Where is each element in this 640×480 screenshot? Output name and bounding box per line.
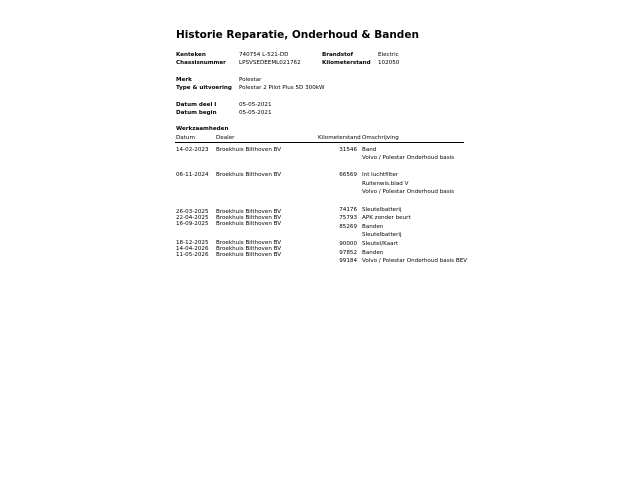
row-dealer: Broekhuis Bilthoven BV <box>216 246 282 252</box>
row-description: Volvo / Polestar Onderhoud basis <box>362 155 455 161</box>
row-date: 26-03-2025 <box>176 209 209 215</box>
row-date: 14-02-2023 <box>176 147 209 153</box>
merk-value: Polestar <box>239 77 262 83</box>
column-header-kilometerstand: Kilometerstand <box>318 135 361 141</box>
type-uitvoering-label: Type & uitvoering <box>176 85 232 91</box>
row-dealer: Broekhuis Bilthoven BV <box>216 209 282 215</box>
werkzaamheden-heading: Werkzaamheden <box>176 126 229 132</box>
row-date: 18-12-2025 <box>176 240 209 246</box>
row-kilometerstand: 85269 <box>339 224 357 230</box>
kilometerstand-value: 102050 <box>378 60 400 66</box>
datum-begin-label: Datum begin <box>176 110 217 116</box>
row-kilometerstand: 74176 <box>339 207 357 213</box>
column-header-datum: Datum <box>176 135 195 141</box>
row-kilometerstand: 90000 <box>339 241 357 247</box>
row-dealer: Broekhuis Bilthoven BV <box>216 221 282 227</box>
row-description: Banden <box>362 224 384 230</box>
datum-deel-1-value: 05-05-2021 <box>239 102 272 108</box>
row-description: Volvo / Polestar Onderhoud basis BEV <box>362 258 468 264</box>
merk-label: Merk <box>176 77 192 83</box>
brandstof-value: Electric <box>378 52 399 58</box>
row-description: Int luchtfilter <box>362 172 399 178</box>
row-date: 22-04-2025 <box>176 215 209 221</box>
header-divider <box>175 142 464 143</box>
row-kilometerstand: 99184 <box>339 258 357 264</box>
row-description: Sleutelbatterij <box>362 207 402 213</box>
row-description: Band <box>362 147 377 153</box>
row-description: Sleutel/Kaart <box>362 241 399 247</box>
row-description: Banden <box>362 250 384 256</box>
datum-begin-value: 05-05-2021 <box>239 110 272 116</box>
row-dealer: Broekhuis Bilthoven BV <box>216 172 282 178</box>
kenteken-label: Kenteken <box>176 52 206 58</box>
row-dealer: Broekhuis Bilthoven BV <box>216 147 282 153</box>
column-header-omschrijving: Omschrijving <box>362 135 399 141</box>
row-date: 11-05-2026 <box>176 252 209 258</box>
row-description: Ruitenwis.blad V <box>362 181 409 187</box>
row-kilometerstand: 31546 <box>339 147 357 153</box>
row-dealer: Broekhuis Bilthoven BV <box>216 215 282 221</box>
chassisnummer-value: LPSVSEDEEML021762 <box>239 60 301 66</box>
kilometerstand-label: Kilometerstand <box>322 60 371 66</box>
chassisnummer-label: Chassisnummer <box>176 60 226 66</box>
row-kilometerstand: 66569 <box>339 172 357 178</box>
row-description: APK zonder beurt <box>362 215 411 221</box>
row-kilometerstand: 97852 <box>339 250 357 256</box>
row-date: 16-09-2025 <box>176 221 209 227</box>
row-dealer: Broekhuis Bilthoven BV <box>216 240 282 246</box>
row-description: Sleutelbatterij <box>362 232 402 238</box>
type-uitvoering-value: Polestar 2 Pilot Plus 5D 300kW <box>239 85 325 91</box>
brandstof-label: Brandstof <box>322 52 354 58</box>
kenteken-value: 740754 L-521-DD <box>239 52 289 58</box>
row-date: 06-11-2024 <box>176 172 209 178</box>
row-date: 14-04-2026 <box>176 246 209 252</box>
page-title: Historie Reparatie, Onderhoud & Banden <box>176 29 419 41</box>
row-description: Volvo / Polestar Onderhoud basis <box>362 189 455 195</box>
column-header-dealer: Dealer <box>216 135 235 141</box>
row-dealer: Broekhuis Bilthoven BV <box>216 252 282 258</box>
row-kilometerstand: 75793 <box>339 215 357 221</box>
datum-deel-1-label: Datum deel I <box>176 102 217 108</box>
